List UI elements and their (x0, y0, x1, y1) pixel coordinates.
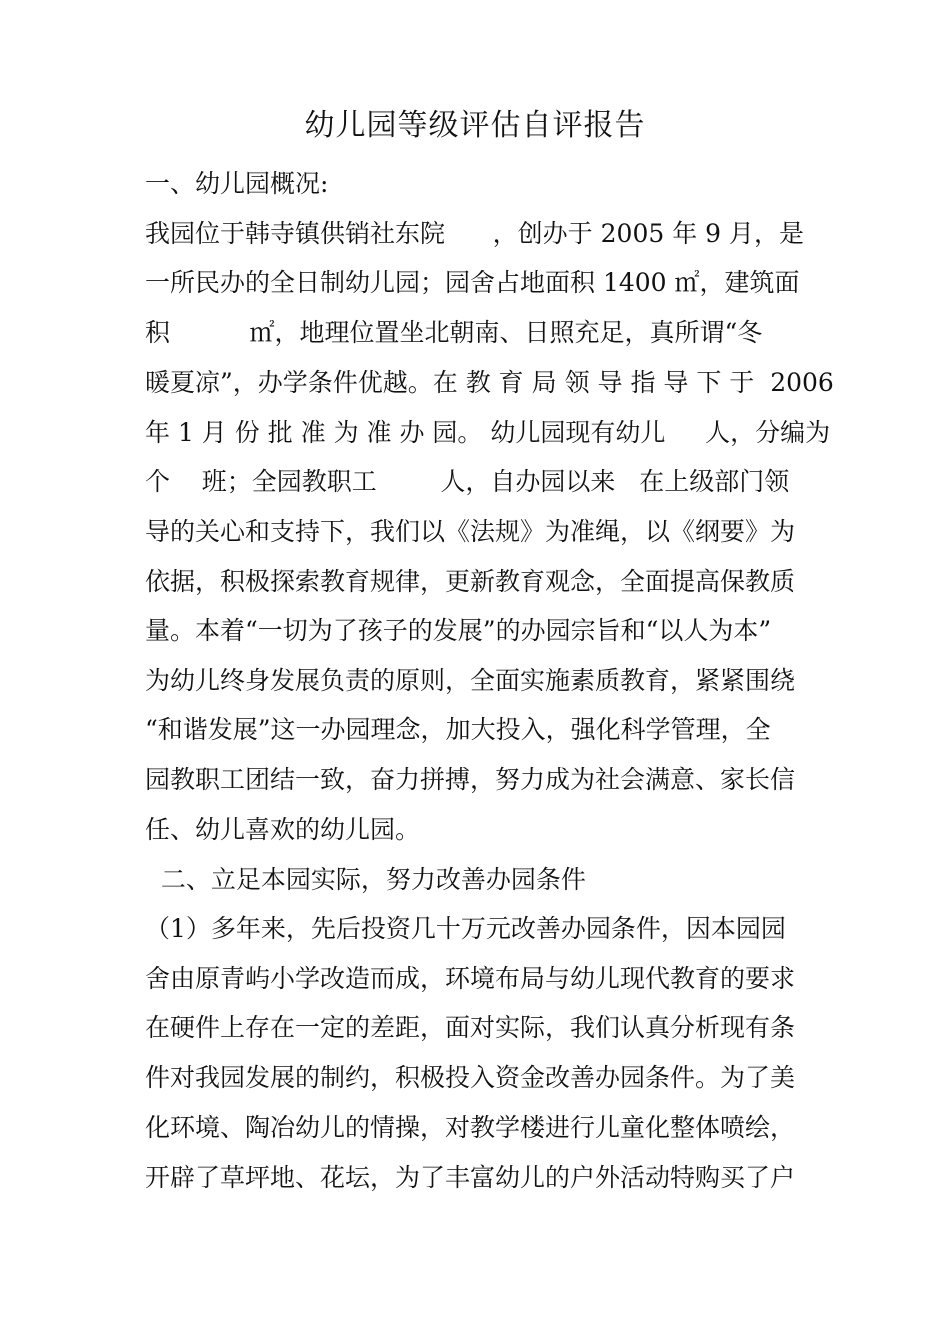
paragraph-line: 导的关心和支持下，我们以《法规》为准绳，以《纲要》为 (145, 517, 796, 546)
paragraph-line: 在硬件上存在一定的差距，面对实际，我们认真分析现有条 (145, 1013, 796, 1042)
paragraph-line: 一所民办的全日制幼儿园；园舍占地面积 1400 ㎡，建筑面 (145, 268, 800, 297)
paragraph-line: “和谐发展”这一办园理念，加大投入，强化科学管理，全 (145, 715, 771, 744)
paragraph-line: 个 班；全园教职工 人，自办园以来 在上级部门领 (145, 467, 790, 496)
paragraph-line: （1）多年来，先后投资几十万元改善办园条件，因本园园 (145, 914, 786, 943)
paragraph-line: 件对我园发展的制约，积极投入资金改善办园条件。为了美 (145, 1063, 796, 1092)
paragraph-line: 为幼儿终身发展负责的原则，全面实施素质教育，紧紧围绕 (145, 666, 796, 695)
paragraph-line: 依据，积极探索教育规律，更新教育观念，全面提高保教质 (145, 567, 796, 596)
paragraph-line: 年 1 月 份 批 准 为 准 办 园。 幼儿园现有幼儿 人，分编为 (145, 418, 831, 447)
paragraph-line: 暖夏凉”，办学条件优越。在 教 育 局 领 导 指 导 下 于 2006 (145, 368, 834, 397)
paragraph-line: 任、幼儿喜欢的幼儿园。 (145, 815, 421, 844)
paragraph-line: 我园位于韩寺镇供销社东院 ，创办于 2005 年 9 月，是 (145, 219, 804, 248)
paragraph-line: 积 ㎡，地理位置坐北朝南、日照充足，真所谓“冬 (145, 318, 763, 347)
section-heading-conditions: 二、立足本园实际，努力改善办园条件 (145, 865, 586, 894)
document-title: 幼儿园等级评估自评报告 (304, 108, 646, 143)
paragraph-line: 开辟了草坪地、花坛，为了丰富幼儿的户外活动特购买了户 (145, 1163, 796, 1192)
section-heading-overview: 一、幼儿园概况: (145, 169, 329, 198)
paragraph-line: 化环境、陶冶幼儿的情操，对教学楼进行儿童化整体喷绘， (145, 1113, 796, 1142)
paragraph-line: 量。本着“一切为了孩子的发展”的办园宗旨和“以人为本” (145, 616, 772, 645)
paragraph-line: 舍由原青屿小学改造而成，环境布局与幼儿现代教育的要求 (145, 964, 796, 993)
paragraph-line: 园教职工团结一致，奋力拼搏，努力成为社会满意、家长信 (145, 765, 796, 794)
